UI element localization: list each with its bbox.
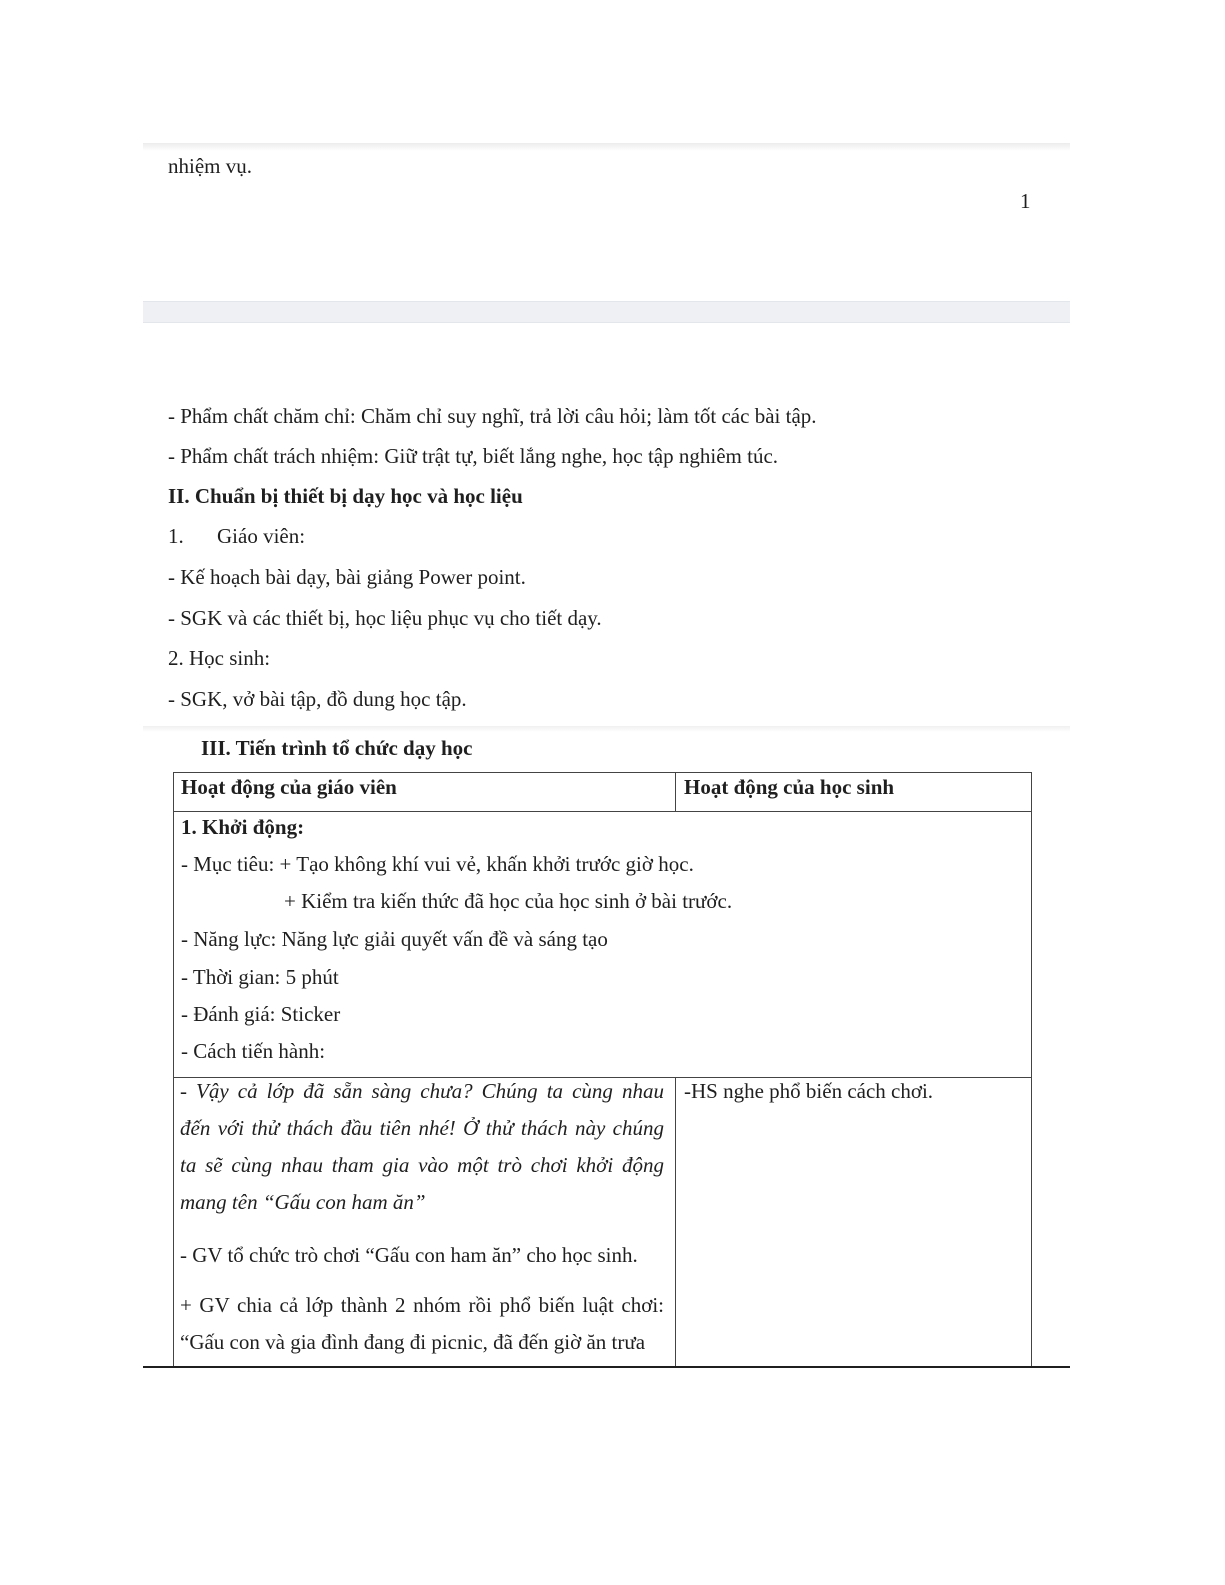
quality-responsibility-line: - Phẩm chất trách nhiệm: Giữ trật tự, biết lắng nghe, học tập nghiêm túc. [168, 444, 779, 468]
teacher-intro-line: mang tên “Gấu con ham ăn” [180, 1190, 426, 1214]
teacher-intro-line: ta sẽ cùng nhau tham gia vào một trò chơi khởi động [180, 1153, 664, 1177]
continuation-text: nhiệm vụ. [168, 154, 252, 178]
teacher-number: 1. [168, 524, 184, 548]
teacher-item: - Kế hoạch bài dạy, bài giảng Power point. [168, 565, 526, 589]
warmup-title: 1. Khởi động: [181, 815, 305, 839]
quality-diligence-line: - Phẩm chất chăm chỉ: Chăm chỉ suy nghĩ, trả lời câu hỏi; làm tốt các bài tập. [168, 404, 817, 428]
teacher-rules-line: “Gấu con và gia đình đang đi picnic, đã đến giờ ăn trưa [180, 1330, 646, 1354]
teacher-intro-line: - Vậy cả lớp đã sẵn sàng chưa? Chúng ta cùng nhau [180, 1079, 664, 1103]
page-bottom-edge [143, 1366, 1070, 1368]
header-teacher-activity: Hoạt động của giáo viên [181, 775, 397, 799]
table-header-col-divider [675, 772, 676, 811]
teacher-intro-line: đến với thử thách đầu tiên nhé! Ở thử thách này chúng [180, 1116, 664, 1140]
section-3-title: III. Tiến trình tổ chức dạy học [201, 736, 473, 760]
warmup-time: - Thời gian: 5 phút [181, 965, 339, 989]
table-col-divider [675, 1077, 676, 1366]
page-top-shadow [143, 143, 1070, 151]
header-student-activity: Hoạt động của học sinh [684, 775, 895, 799]
teacher-label: Giáo viên: [217, 524, 306, 548]
student-item: - SGK, vở bài tập, đồ dung học tập. [168, 687, 467, 711]
page-bottom-area [143, 1367, 1070, 1585]
teacher-rules-line: + GV chia cả lớp thành 2 nhóm rồi phổ biến luật chơi: [180, 1293, 664, 1317]
warmup-goal-1: - Mục tiêu: + Tạo không khí vui vẻ, khấn khởi trước giờ học. [181, 852, 694, 876]
warmup-goal-2: + Kiểm tra kiến thức đã học của học sinh ở bài trước. [284, 889, 733, 913]
teacher-organize-game: - GV tổ chức trò chơi “Gấu con ham ăn” cho học sinh. [180, 1243, 638, 1267]
page-break-gap [143, 301, 1070, 323]
page-break-shadow [143, 726, 1070, 732]
table-left-border [173, 772, 174, 1366]
table-top-border [173, 772, 1032, 773]
teacher-item: - SGK và các thiết bị, học liệu phục vụ cho tiết dạy. [168, 606, 602, 630]
student-label: 2. Học sinh: [168, 646, 271, 670]
section-2-title: II. Chuẩn bị thiết bị dạy học và học liệu [168, 484, 523, 508]
table-right-border [1031, 772, 1032, 1366]
student-response: -HS nghe phổ biến cách chơi. [684, 1079, 934, 1103]
warmup-procedure: - Cách tiến hành: [181, 1039, 326, 1063]
table-header-divider [173, 811, 1032, 812]
warmup-competence: - Năng lực: Năng lực giải quyết vấn đề và sáng tạo [181, 927, 608, 951]
warmup-assessment: - Đánh giá: Sticker [181, 1002, 341, 1026]
page-number: 1 [1020, 189, 1031, 213]
